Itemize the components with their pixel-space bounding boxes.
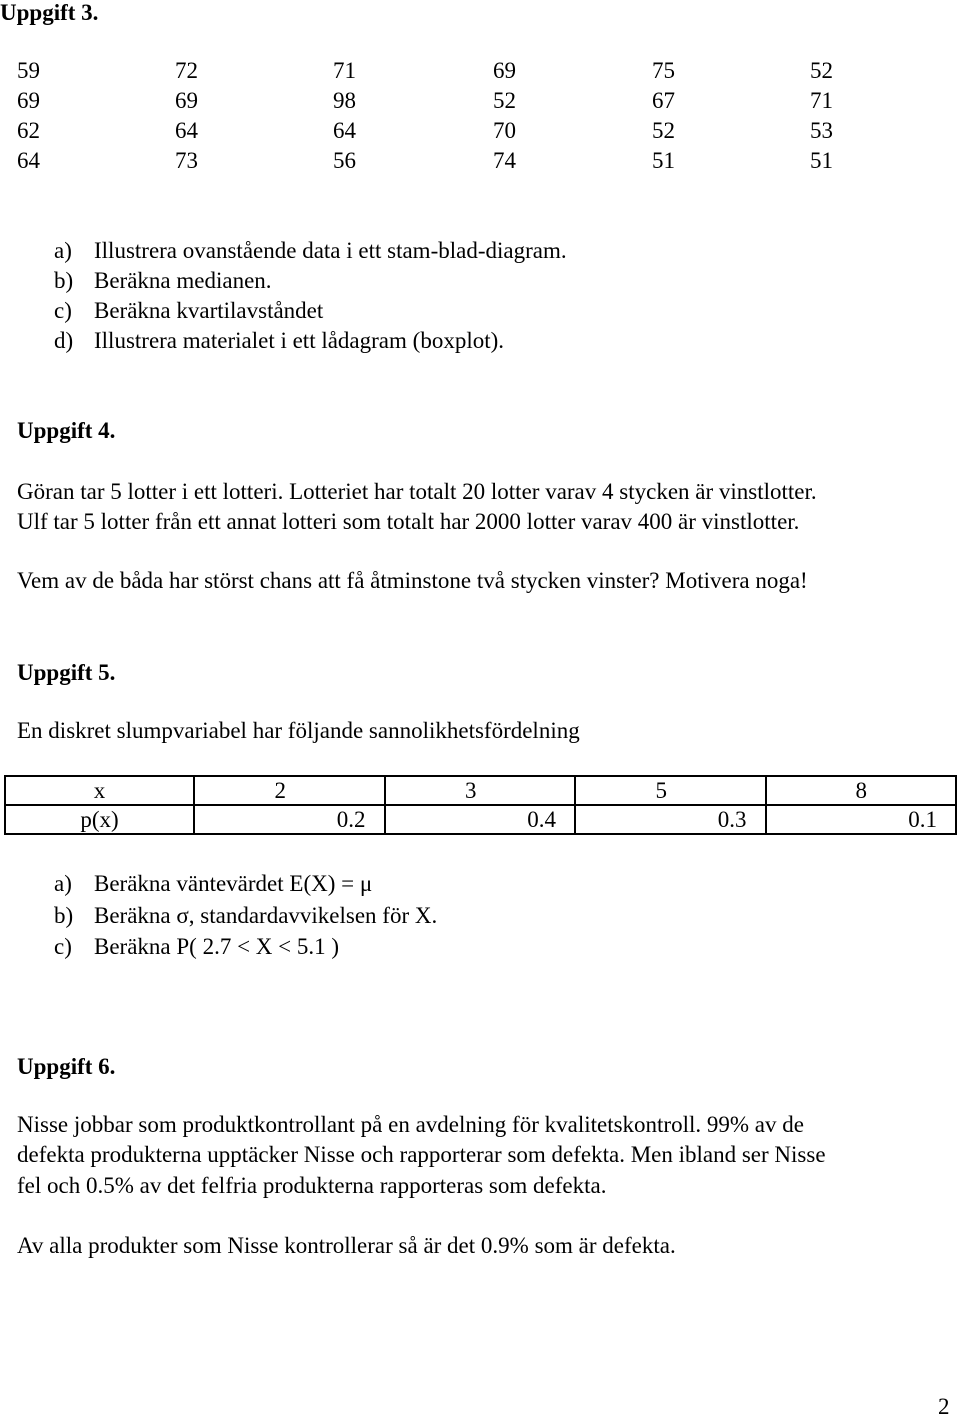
item-label: c) (54, 934, 72, 959)
page-number: 2 (938, 1394, 950, 1419)
task6-heading: Uppgift 6. (17, 1054, 116, 1079)
data-cell: 52 (493, 88, 516, 113)
data-cell: 62 (17, 118, 40, 143)
data-cell: 64 (17, 148, 40, 173)
table-cell: 0.3 (575, 805, 766, 834)
table-cell: 8 (766, 776, 957, 805)
data-cell: 52 (652, 118, 675, 143)
data-cell: 73 (175, 148, 198, 173)
task3-heading: Uppgift 3. (0, 0, 99, 25)
data-cell: 69 (175, 88, 198, 113)
data-cell: 56 (333, 148, 356, 173)
task6-text-line: Av alla produkter som Nisse kontrollerar så är det 0.9% som är defekta. (17, 1233, 676, 1258)
data-cell: 53 (810, 118, 833, 143)
task4-question: Vem av de båda har störst chans att få åtminstone två stycken vinster? Motivera noga! (17, 568, 808, 593)
table-cell: p(x) (5, 805, 194, 834)
item-text: Illustrera ovanstående data i ett stam-blad-diagram. (94, 238, 567, 263)
data-cell: 59 (17, 58, 40, 83)
data-cell: 69 (493, 58, 516, 83)
table-cell: x (5, 776, 194, 805)
data-row (17, 116, 917, 146)
task5-heading: Uppgift 5. (17, 660, 116, 685)
task4-text-line: Ulf tar 5 lotter från ett annat lotteri som totalt har 2000 lotter varav 400 är vinstlotter. (17, 509, 800, 534)
data-cell: 69 (17, 88, 40, 113)
data-cell: 71 (810, 88, 833, 113)
item-text: Beräkna kvartilavståndet (94, 298, 324, 323)
task6-text-line: Nisse jobbar som produktkontrollant på en avdelning för kvalitetskontroll. 99% av de (17, 1112, 804, 1137)
item-label: a) (54, 238, 72, 263)
table-cell: 0.1 (766, 805, 957, 834)
data-cell: 72 (175, 58, 198, 83)
task6-text-line: defekta produkterna upptäcker Nisse och rapporterar som defekta. Men ibland ser Nisse (17, 1142, 826, 1167)
data-row (17, 146, 917, 176)
table-cell: 0.4 (385, 805, 576, 834)
data-row (17, 56, 917, 86)
data-cell: 67 (652, 88, 675, 113)
probability-table (4, 775, 957, 835)
data-row (17, 86, 917, 116)
data-cell: 52 (810, 58, 833, 83)
data-cell: 98 (333, 88, 356, 113)
table-row (5, 776, 956, 805)
task5-intro: En diskret slumpvariabel har följande sannolikhetsfördelning (17, 718, 580, 743)
item-text: Illustrera materialet i ett lådagram (boxplot). (94, 328, 505, 353)
table-cell: 3 (385, 776, 576, 805)
table-cell: 0.2 (194, 805, 385, 834)
data-cell: 71 (333, 58, 356, 83)
task4-text-line: Göran tar 5 lotter i ett lotteri. Lotteriet har totalt 20 lotter varav 4 stycken är vinstlotter. (17, 479, 817, 504)
task6-text-line: fel och 0.5% av det felfria produkterna rapporteras som defekta. (17, 1173, 607, 1198)
data-cell: 64 (175, 118, 198, 143)
data-cell: 70 (493, 118, 516, 143)
data-cell: 74 (493, 148, 516, 173)
data-cell: 51 (810, 148, 833, 173)
table-cell: 5 (575, 776, 766, 805)
item-text: Beräkna medianen. (94, 268, 272, 293)
item-label: b) (54, 903, 74, 928)
data-cell: 51 (652, 148, 675, 173)
item-text: Beräkna P( 2.7 < X < 5.1 ) (94, 934, 340, 959)
item-label: a) (54, 871, 72, 896)
item-label: b) (54, 268, 74, 293)
data-cell: 75 (652, 58, 675, 83)
table-row (5, 805, 956, 834)
item-text: Beräkna väntevärdet E(X) = μ (94, 871, 373, 896)
item-label: d) (54, 328, 74, 353)
table-cell: 2 (194, 776, 385, 805)
task4-heading: Uppgift 4. (17, 418, 116, 443)
data-cell: 64 (333, 118, 356, 143)
item-label: c) (54, 298, 72, 323)
item-text: Beräkna σ, standardavvikelsen för X. (94, 903, 438, 928)
